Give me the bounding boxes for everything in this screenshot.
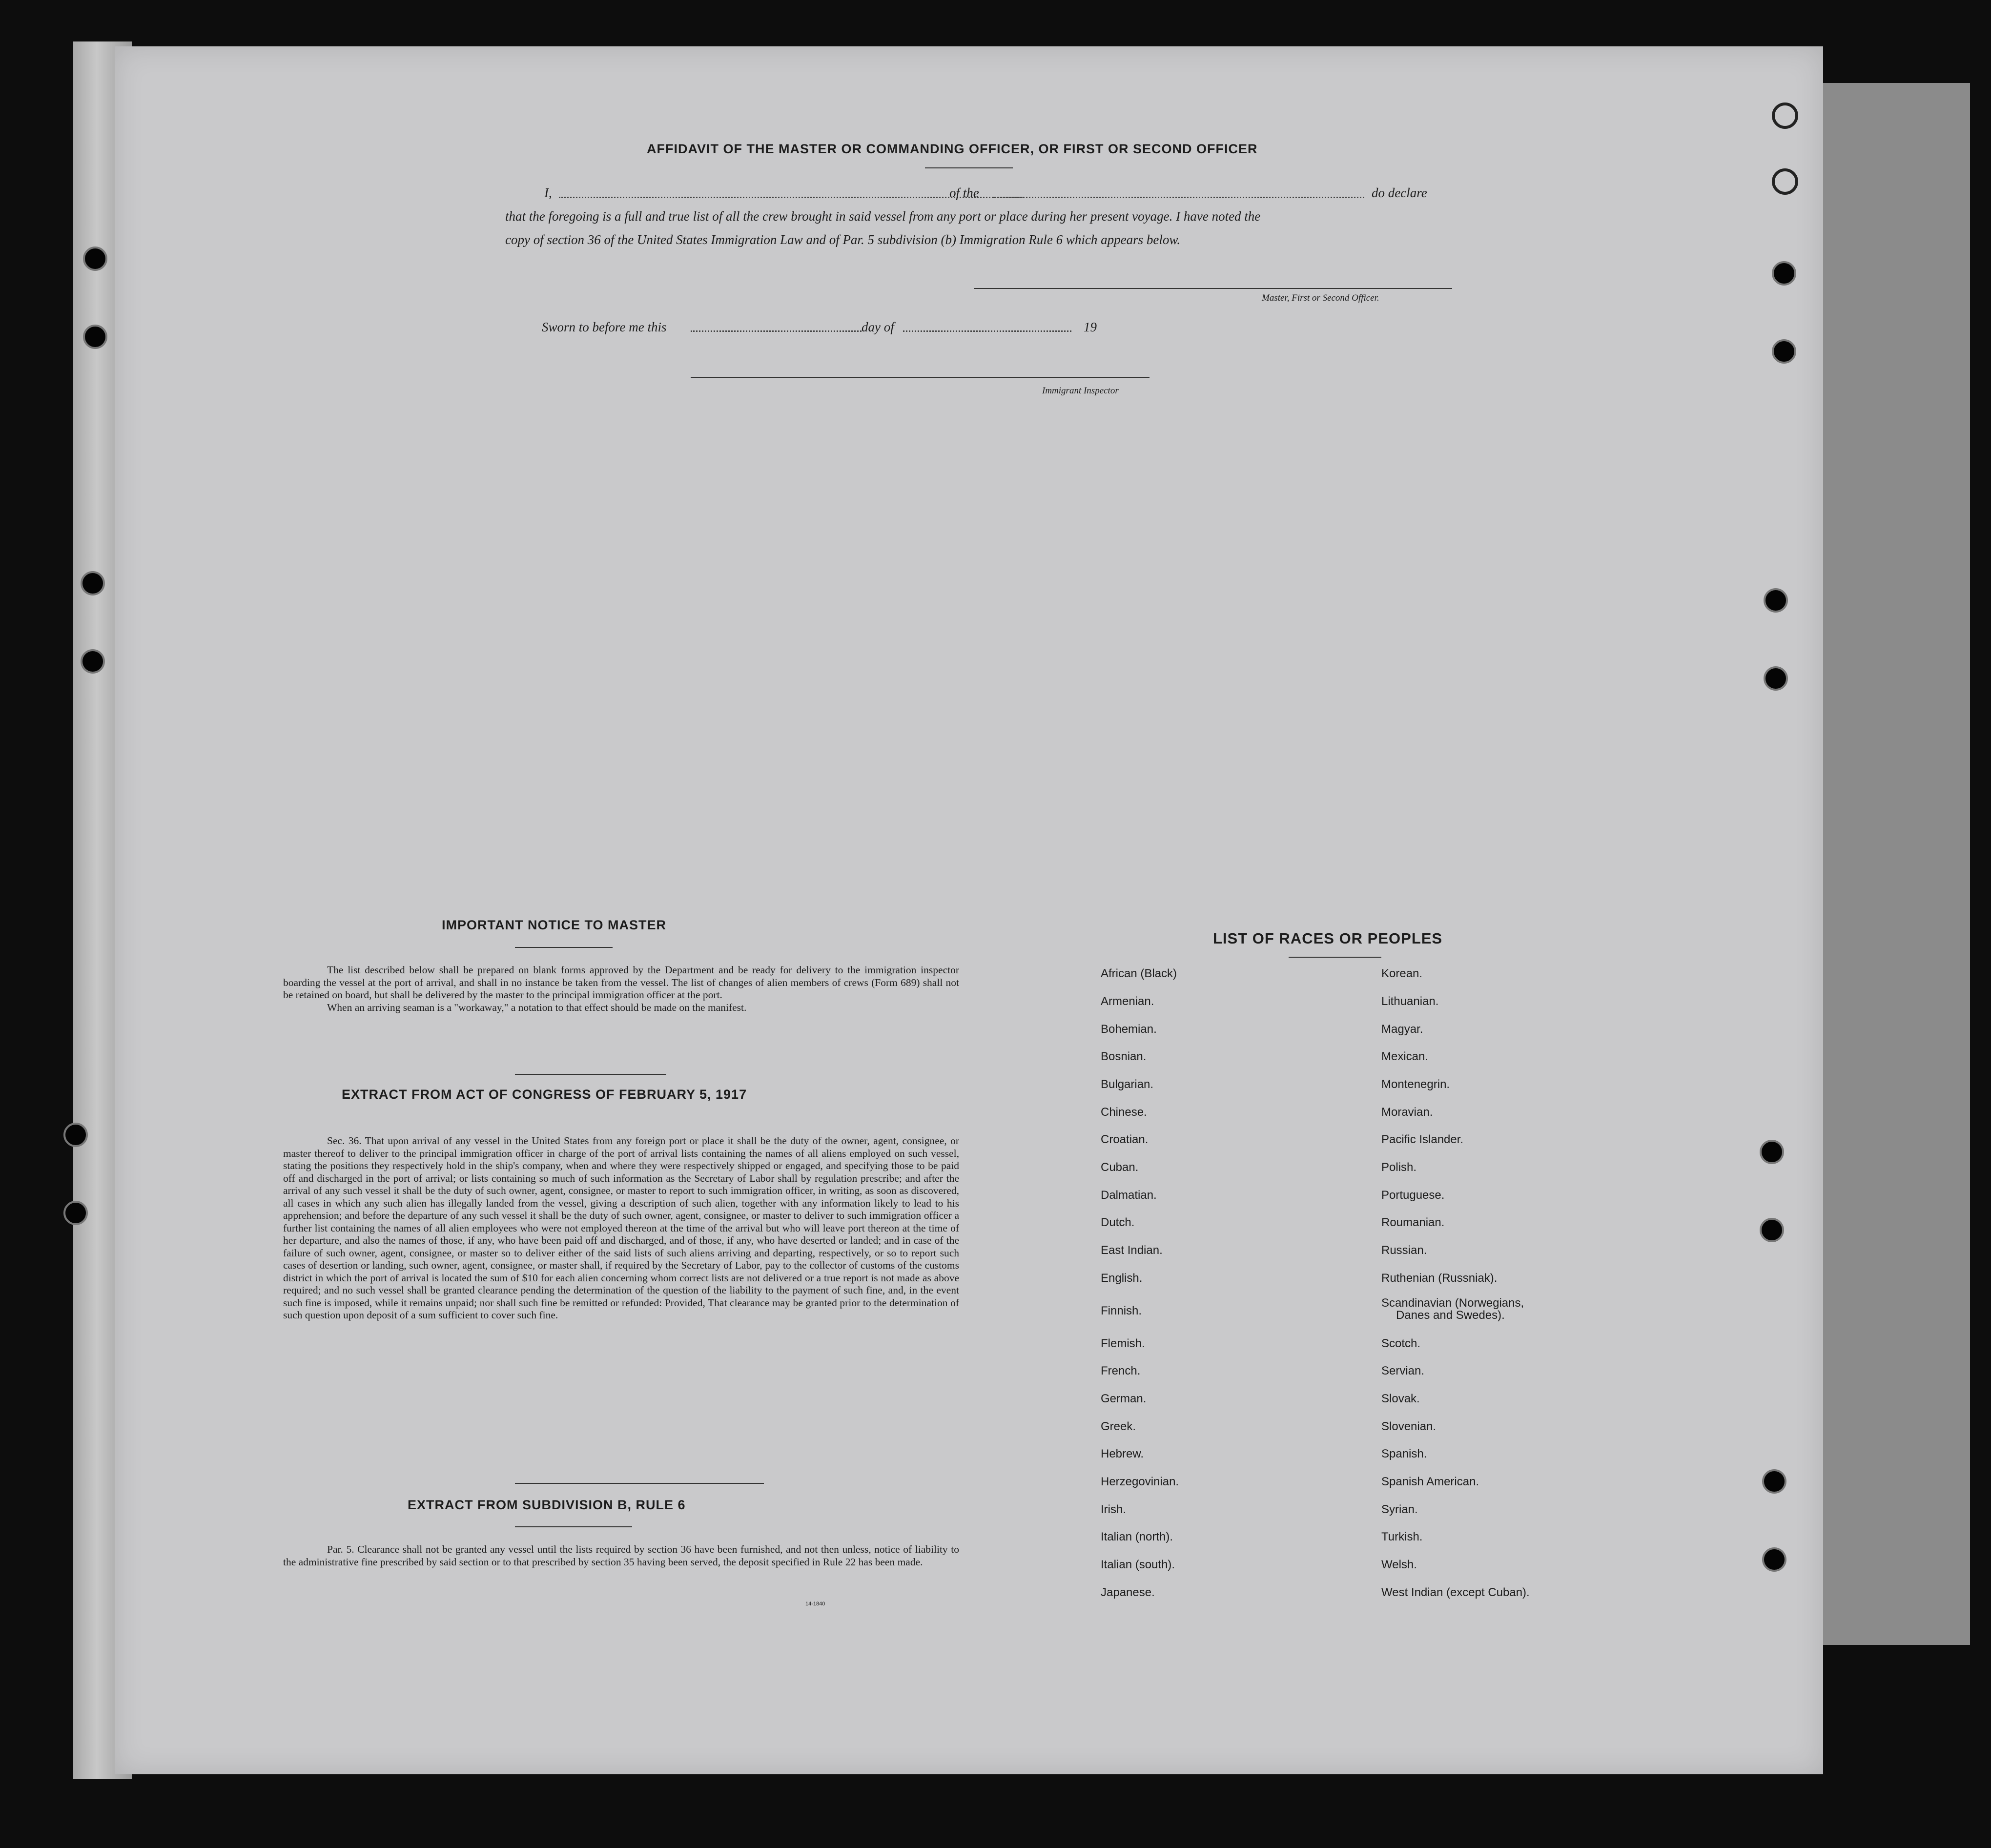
rule-extract-title: EXTRACT FROM SUBDIVISION B, RULE 6 [408, 1498, 686, 1512]
binder-hole [83, 246, 107, 271]
race-item: Slovenian. [1381, 1420, 1437, 1433]
binder-hole [1762, 1469, 1786, 1494]
affidavit-i: I, [544, 185, 552, 200]
binder-hole [81, 571, 105, 595]
affidavit-do-declare: do declare [1372, 185, 1427, 200]
sworn-year: 19 [1084, 320, 1097, 334]
race-item: Chinese. [1101, 1106, 1147, 1119]
master-signature-line [974, 288, 1452, 289]
race-item: African (Black) [1101, 967, 1177, 980]
race-item: Japanese. [1101, 1586, 1155, 1599]
binder-hole [1760, 1218, 1784, 1242]
race-item: Danes and Swedes). [1396, 1309, 1505, 1322]
race-item: Herzegovinian. [1101, 1475, 1179, 1488]
race-item: West Indian (except Cuban). [1381, 1586, 1530, 1599]
binder-hole [1764, 588, 1788, 613]
race-item: Croatian. [1101, 1133, 1149, 1146]
underlying-sheet [1806, 83, 1970, 1645]
race-item: Magyar. [1381, 1023, 1423, 1036]
race-item: Portuguese. [1381, 1189, 1445, 1202]
master-signature-label: Master, First or Second Officer. [1262, 293, 1379, 303]
sworn-prefix: Sworn to before me this [542, 320, 667, 334]
race-item: Cuban. [1101, 1161, 1139, 1174]
sworn-day-line [691, 322, 862, 332]
race-item: Bulgarian. [1101, 1078, 1154, 1091]
notice-title: IMPORTANT NOTICE TO MASTER [442, 918, 666, 932]
binder-hole [1762, 1547, 1786, 1572]
notice-body [283, 964, 959, 1014]
race-item: Turkish. [1381, 1530, 1423, 1543]
race-item: English. [1101, 1272, 1143, 1285]
race-item: Russian. [1381, 1244, 1427, 1257]
notice-end-rule [515, 1074, 666, 1075]
notice-paragraph-1: The list described below shall be prepared on blank forms approved by the Department and be ready for delivery to the immigration inspector boarding the vessel at the port of arrival, and shall in no instance be taken from the vessel. The list of changes of alien members of crews (Form 689) shall not be retained on board, but shall be delivered by the master to the principal immigration officer at the port. [283, 964, 959, 1001]
race-item: Scotch. [1381, 1337, 1421, 1350]
race-item: Welsh. [1381, 1558, 1417, 1571]
race-item: Pacific Islander. [1381, 1133, 1464, 1146]
race-item: German. [1101, 1392, 1147, 1405]
race-item: Servian. [1381, 1364, 1425, 1377]
race-item: Korean. [1381, 967, 1423, 980]
affidavit-of-the: of the [949, 185, 979, 200]
binder-hole [1760, 1140, 1784, 1164]
race-item: Mexican. [1381, 1050, 1429, 1063]
race-item: Italian (north). [1101, 1530, 1173, 1543]
race-item: French. [1101, 1364, 1141, 1377]
race-item: Hebrew. [1101, 1447, 1144, 1460]
race-item: Slovak. [1381, 1392, 1420, 1405]
race-item: Spanish. [1381, 1447, 1427, 1460]
sworn-month-line [903, 322, 1071, 332]
act-extract-text: Sec. 36. That upon arrival of any vessel in the United States from any foreign port or place it shall be the duty of the owner, agent, consignee, or master thereof to deliver to the principal immigration officer in charge of the port of arrival lists containing the names of all aliens employed on such vessel, stating the positions they respectively hold in the ship's company, when and where they were respectively shipped or engaged, and specifying those to be paid off and discharged in the port of arrival; or lists containing so much of such information as the Secretary of Labor shall by regulation prescribe; and after the arrival of any such vessel it shall be the duty of such owner, agent, consignee, or master to report to such immigration officer, in writing, as soon as discovered, all cases in which any such alien has illegally landed from the vessel, giving a description of such alien, together with any information likely to lead to his apprehension; and before the departure of any such vessel it shall be the duty of such owner, agent, consignee, or master to deliver to such immigration officer a further list containing the names of all alien employees who were not employed thereon at the time of the arrival but who will leave port thereon at the time of her departure, and also the names of those, if any, who have been paid off and discharged, and of those, if any, who have deserted or landed; and in case of the failure of such owner, agent, consignee, or master so to deliver either of the said lists of such aliens arriving and departing, respectively, or so to report such cases of desertion or landing, such owner, agent, consignee, or master shall, if required by the Secretary of Labor, pay to the collector of customs of the customs district in which the port of arrival is located the sum of $10 for each alien concerning whom correct lists are not delivered or a true report is not made as above required; and no such vessel shall be granted clearance pending the determination of the question of the liability to the payment of such fine, and, in the event such fine is imposed, while it remains unpaid; nor shall such fine be remitted or refunded: Provided, That clearance may be granted prior to the determination of such question upon deposit of a sum sufficient to cover such fine. [283, 1135, 959, 1321]
races-rule [1289, 957, 1381, 958]
race-item: Spanish American. [1381, 1475, 1479, 1488]
race-item: Polish. [1381, 1161, 1417, 1174]
race-item: Italian (south). [1101, 1558, 1175, 1571]
vessel-name-line [993, 188, 1364, 198]
binder-hole [63, 1201, 88, 1225]
race-item: Scandinavian (Norwegians, [1381, 1296, 1524, 1310]
binder-hole [1772, 103, 1798, 129]
act-extract-body [283, 1135, 959, 1322]
inspector-signature-label: Immigrant Inspector [1042, 386, 1119, 396]
notice-rule [515, 947, 613, 948]
document-page [115, 46, 1823, 1774]
rule-extract-text: Par. 5. Clearance shall not be granted any vessel until the lists required by section 36 have been furnished, and not then unless, notice of liability to the administrative fine prescribed by said section or to that prescribed by section 35 having been served, the deposit specified in Rule 22 has been made. [283, 1543, 959, 1568]
inspector-signature-line [691, 377, 1149, 378]
binder-hole [63, 1123, 88, 1147]
race-item: Ruthenian (Russniak). [1381, 1272, 1498, 1285]
binder-hole [1772, 168, 1798, 195]
race-item: Bohemian. [1101, 1023, 1157, 1036]
race-item: Flemish. [1101, 1337, 1145, 1350]
rule-extract-rule [515, 1526, 632, 1527]
title-rule [925, 167, 1013, 168]
affidavit-line-2: that the foregoing is a full and true list of all the crew brought in said vessel from any port or place during her present voyage. I have noted the [505, 209, 1261, 224]
race-item: Lithuanian. [1381, 995, 1439, 1008]
affidavit-line-3: copy of section 36 of the United States Immigration Law and of Par. 5 subdivision (b) Immigration Rule 6 which appears below. [505, 232, 1181, 247]
race-item: Roumanian. [1381, 1216, 1445, 1229]
binder-hole [1764, 666, 1788, 691]
sworn-day-of: day of [862, 320, 894, 334]
rule-extract-body [283, 1543, 959, 1568]
race-item: Armenian. [1101, 995, 1154, 1008]
act-extract-end-rule [515, 1483, 764, 1484]
act-extract-title: EXTRACT FROM ACT OF CONGRESS OF FEBRUARY 5, 1917 [342, 1087, 747, 1102]
race-item: Irish. [1101, 1503, 1127, 1516]
binder-hole [83, 325, 107, 349]
binder-hole [1772, 339, 1796, 364]
race-item: Dutch. [1101, 1216, 1135, 1229]
race-item: Finnish. [1101, 1304, 1142, 1317]
races-title: LIST OF RACES OR PEOPLES [1213, 930, 1443, 947]
form-number: 14-1840 [805, 1601, 825, 1607]
race-item: Greek. [1101, 1420, 1136, 1433]
affidavit-title: AFFIDAVIT OF THE MASTER OR COMMANDING OFFICER, OR FIRST OR SECOND OFFICER [647, 142, 1258, 156]
race-item: Bosnian. [1101, 1050, 1147, 1063]
race-item: Montenegrin. [1381, 1078, 1450, 1091]
race-item: Dalmatian. [1101, 1189, 1157, 1202]
binder-hole [81, 649, 105, 674]
binder-hole [1772, 261, 1796, 286]
race-item: Moravian. [1381, 1106, 1433, 1119]
race-item: East Indian. [1101, 1244, 1163, 1257]
notice-paragraph-2: When an arriving seaman is a "workaway," a notation to that effect should be made on the manifest. [327, 1001, 747, 1013]
race-item: Syrian. [1381, 1503, 1418, 1516]
